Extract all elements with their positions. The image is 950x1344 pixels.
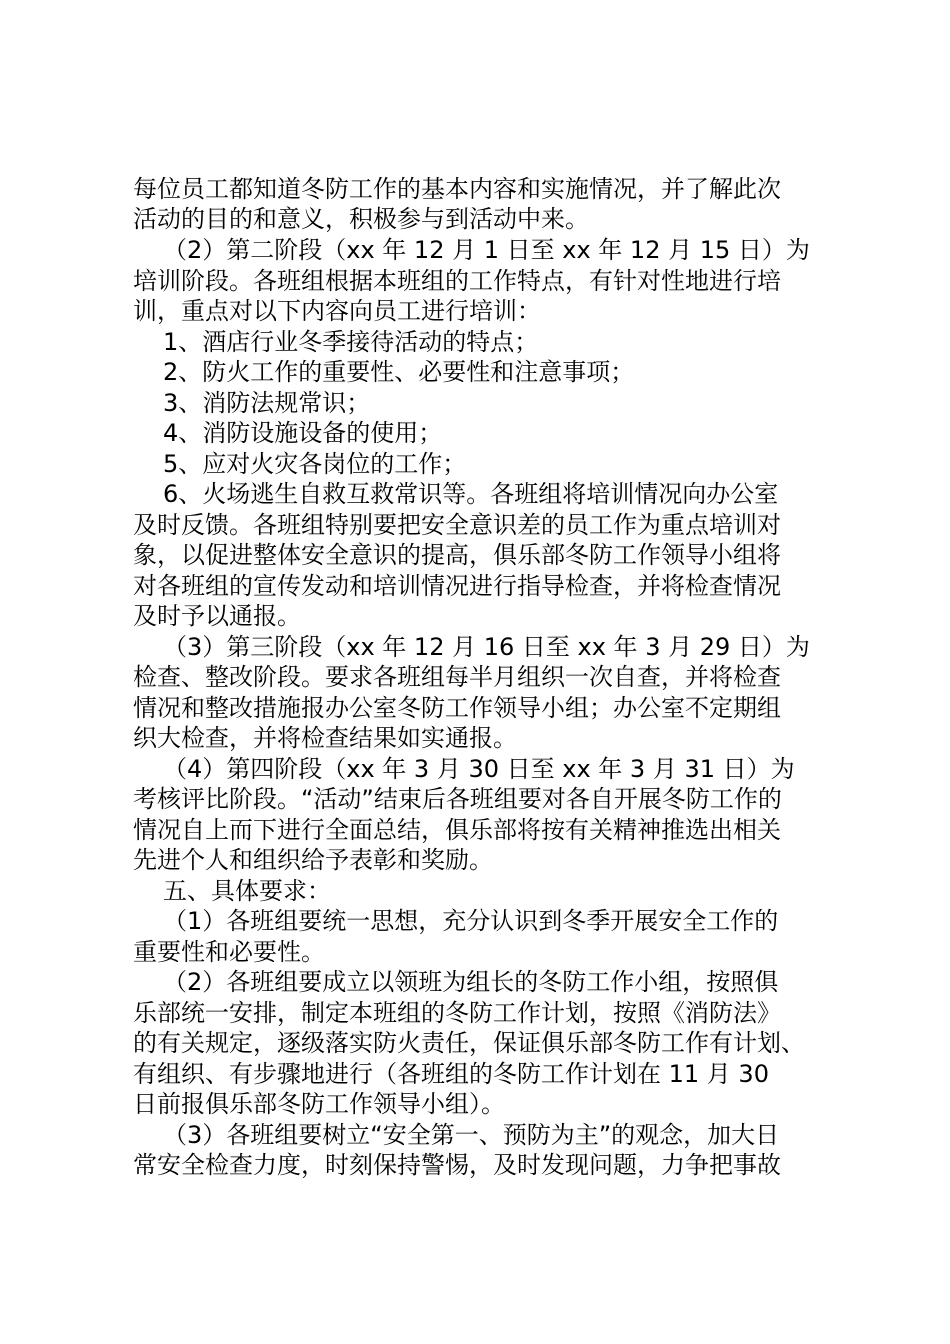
text-line: 重要性和必要性。	[133, 938, 325, 966]
text-line: 情况自上而下进行全面总结，俱乐部将按有关精神推选出相关	[133, 816, 781, 844]
text-line: （4）第四阶段（xx 年 3 月 30 日至 xx 年 3 月 31 日）为	[163, 755, 795, 783]
text-line: （3）各班组要树立“安全第一、预防为主”的观念，加大日	[163, 1121, 780, 1149]
text-line: 情况和整改措施报办公室冬防工作领导小组；办公室不定期组	[133, 694, 781, 722]
section-heading: 五、具体要求：	[163, 877, 331, 905]
text-line: 象，以促进整体安全意识的提高，俱乐部冬防工作领导小组将	[133, 541, 781, 569]
text-line: 及时反馈。各班组特别要把安全意识差的员工作为重点培训对	[133, 511, 781, 539]
text-line: 织大检查，并将检查结果如实通报。	[133, 724, 517, 752]
text-line: （3）第三阶段（xx 年 12 月 16 日至 xx 年 3 月 29 日）为	[163, 633, 810, 661]
text-line: （2）第二阶段（xx 年 12 月 1 日至 xx 年 12 月 15 日）为	[163, 236, 810, 264]
list-item: 3、消防法规常识；	[163, 389, 371, 417]
text-line: 每位员工都知道冬防工作的基本内容和实施情况，并了解此次	[133, 175, 781, 203]
text-line: 乐部统一安排，制定本班组的冬防工作计划，按照《消防法》	[133, 999, 781, 1027]
text-line: 检查、整改阶段。要求各班组每半月组织一次自查，并将检查	[133, 663, 781, 691]
text-line: 先进个人和组织给予表彰和奖励。	[133, 846, 493, 874]
text-line: 及时予以通报。	[133, 602, 301, 630]
text-line: 的有关规定，逐级落实防火责任，保证俱乐部冬防工作有计划、	[133, 1029, 805, 1057]
text-line: 训，重点对以下内容向员工进行培训：	[133, 297, 541, 325]
text-line: 日前报俱乐部冬防工作领导小组）。	[133, 1090, 505, 1118]
text-line: （2）各班组要成立以领班为组长的冬防工作小组，按照俱	[163, 968, 779, 996]
list-item: 1、酒店行业冬季接待活动的特点；	[163, 328, 539, 356]
list-item: 4、消防设施设备的使用；	[163, 419, 443, 447]
text-line: （1）各班组要统一思想，充分认识到冬季开展安全工作的	[163, 907, 779, 935]
text-line: 考核评比阶段。“活动”结束后各班组要对各自开展冬防工作的	[133, 785, 782, 813]
text-line: 有组织、有步骤地进行（各班组的冬防工作计划在 11 月 30	[133, 1060, 769, 1088]
text-line: 培训阶段。各班组根据本班组的工作特点，有针对性地进行培	[133, 267, 781, 295]
text-line: 对各班组的宣传发动和培训情况进行指导检查，并将检查情况	[133, 572, 781, 600]
text-line: 活动的目的和意义，积极参与到活动中来。	[133, 205, 589, 233]
text-line: 常安全检查力度，时刻保持警惕，及时发现问题，力争把事故	[133, 1151, 781, 1179]
list-item: 5、应对火灾各岗位的工作；	[163, 450, 467, 478]
list-item: 6、火场逃生自救互救常识等。各班组将培训情况向办公室	[163, 480, 779, 508]
list-item: 2、防火工作的重要性、必要性和注意事项；	[163, 358, 635, 386]
